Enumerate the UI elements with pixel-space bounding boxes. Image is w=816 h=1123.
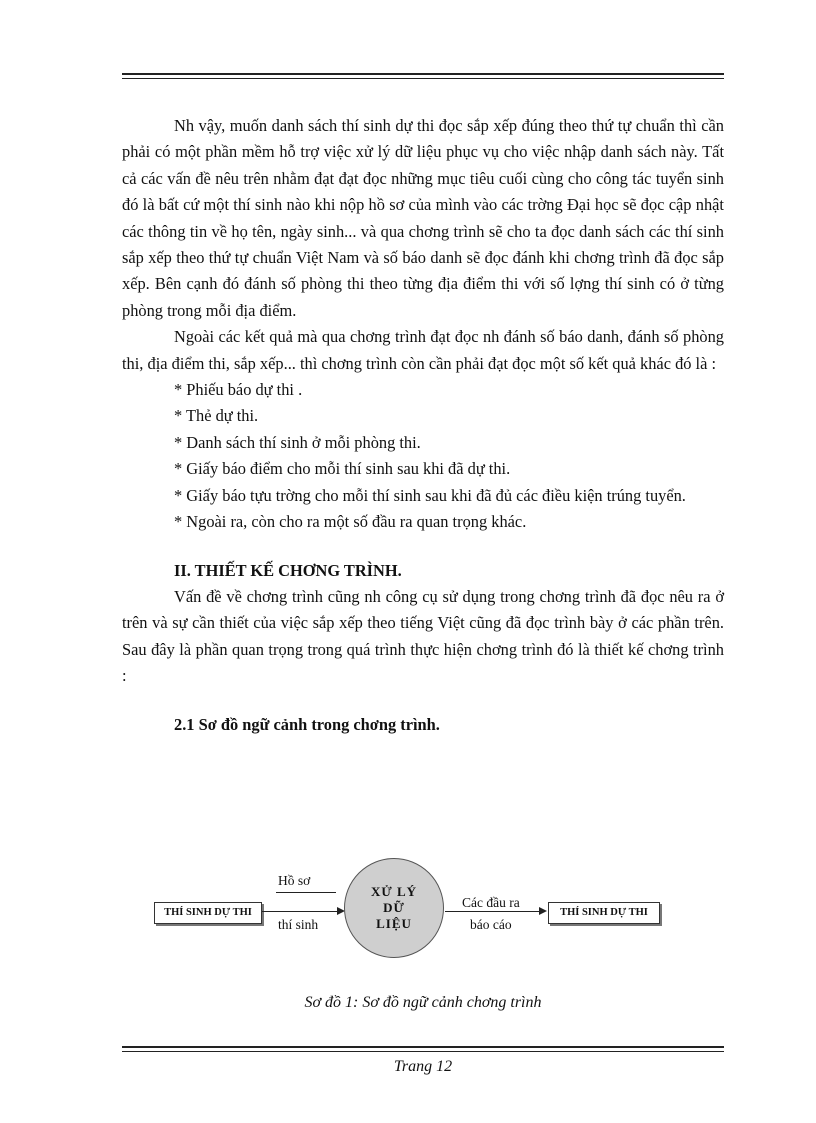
input-arrow-line	[262, 911, 338, 912]
paragraph-3: Vấn đề về chơng trình cũng nh công cụ sử dụng trong chơng trình đã đọc nêu ra ở trên và sự cần thiết của việc sắp xếp theo tiếng Việt cũng đã đọc trình bày ở các phần trên. Sau đây là phần quan trọng trong quá trình thực hiện chơng trình đó là thiết kế chơng trình :	[122, 586, 724, 686]
bullet-item: * Ngoài ra, còn cho ra một số đầu ra quan trọng khác.	[174, 512, 527, 532]
document-body	[122, 113, 724, 738]
source-entity-box: THÍ SINH DỰ THI	[154, 902, 262, 924]
bullet-item: * Giấy báo tựu trờng cho mỗi thí sinh sau khi đã đủ các điều kiện trúng tuyển.	[174, 485, 686, 505]
process-circle	[344, 858, 444, 958]
process-label-2: DỮ	[383, 900, 405, 915]
context-diagram	[122, 852, 724, 972]
output-flow-label-bottom: báo cáo	[470, 917, 512, 932]
paragraph-2: Ngoài các kết quả mà qua chơng trình đạt đọc nh đánh số báo danh, đánh số phòng thi, địa điểm thi, sắp xếp... thì chơng trình còn cần phải đạt đọc một số kết quả khác đó là :	[122, 327, 724, 373]
subsection-heading: 2.1 Sơ đồ ngữ cảnh trong chơng trình.	[174, 714, 440, 734]
arrow-right-icon	[539, 907, 547, 915]
figure-caption: Sơ đồ 1: Sơ đồ ngữ cảnh chơng trình	[304, 994, 542, 1011]
header-rule	[122, 73, 724, 79]
input-flow-label-top: Hồ sơ	[278, 873, 311, 888]
footer-rule	[122, 1046, 724, 1052]
output-arrow-line	[445, 911, 540, 912]
input-label-rule	[276, 892, 336, 893]
paragraph-1: Nh vậy, muốn danh sách thí sinh dự thi đọc sắp xếp đúng theo thứ tự chuẩn thì cần phải có một phần mềm hỗ trợ việc xử lý dữ liệu phục vụ cho việc nhập danh sách này. Tất cả các vấn đề nêu trên nhằm đạt đạt đọc những mục tiêu cuối cùng cho công tác tuyển sinh đó là bất cứ một thí sinh nào khi nộp hồ sơ của mình vào các trờng Đại học sẽ đọc cập nhật các thông tin về họ tên, ngày sinh... và qua chơng trình sẽ cho ta đọc danh sách các thí sinh sắp xếp theo thứ tự chuẩn Việt Nam và số báo danh sẽ đọc đánh khi chơng trình đã đọc sắp xếp. Bên cạnh đó đánh số phòng thi theo từng địa điểm thi với số lợng thí sinh có ở từng phòng trong mỗi địa điểm.	[122, 116, 724, 320]
process-label-1: XỬ LÝ	[370, 884, 418, 899]
bullet-item: * Thẻ dự thi.	[174, 406, 259, 426]
input-flow-label-bottom: thí sinh	[278, 917, 319, 932]
target-entity-box: THÍ SINH DỰ THI	[548, 902, 660, 924]
bullet-item: * Danh sách thí sinh ở mỗi phòng thi.	[174, 432, 421, 452]
output-flow-label-top: Các đầu ra	[462, 895, 520, 910]
bullet-item: * Phiếu báo dự thi .	[174, 380, 303, 400]
page-number: Trang 12	[393, 1058, 453, 1075]
bullet-item: * Giấy báo điểm cho mỗi thí sinh sau khi đã dự thi.	[174, 459, 511, 479]
section-heading: II. THIẾT KẾ CHƠNG TRÌNH.	[174, 560, 402, 580]
process-label-3: LIỆU	[376, 916, 412, 931]
